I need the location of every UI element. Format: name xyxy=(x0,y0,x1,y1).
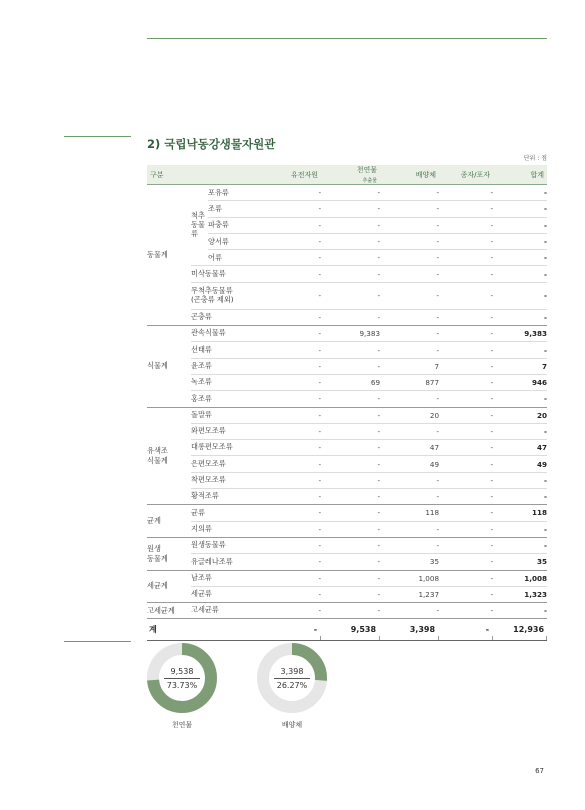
row-category: 돌말류 xyxy=(191,407,267,423)
row-category: 무척추동물류 (곤충류 제외) xyxy=(191,282,267,309)
table-cell: - xyxy=(321,489,380,505)
table-row xyxy=(147,456,547,472)
table-cell: - xyxy=(439,309,493,325)
table-cell: - xyxy=(439,282,493,309)
row-category: 세균류 xyxy=(191,586,267,602)
row-group-kingdom: 유색조 식물계 xyxy=(147,407,191,505)
table-cell: 1,008 xyxy=(493,570,547,586)
table-cell: - xyxy=(493,201,547,217)
table-cell: - xyxy=(380,309,439,325)
table-cell: - xyxy=(321,603,380,619)
table-cell: - xyxy=(267,603,321,619)
row-category: 선태류 xyxy=(191,342,267,358)
table-cell: - xyxy=(267,423,321,439)
table-cell: 946 xyxy=(493,374,547,390)
table-cell: - xyxy=(439,440,493,456)
table-cell: - xyxy=(380,521,439,537)
table-cell: - xyxy=(493,521,547,537)
table-cell: - xyxy=(439,185,493,201)
table-cell: - xyxy=(267,282,321,309)
table-cell: - xyxy=(267,250,321,266)
table-cell: - xyxy=(267,342,321,358)
table-cell: 20 xyxy=(380,407,439,423)
row-category: 대롱편모조류 xyxy=(191,440,267,456)
table-cell: - xyxy=(439,342,493,358)
table-cell: - xyxy=(439,358,493,374)
table-cell: - xyxy=(267,407,321,423)
total-cell: 12,936 xyxy=(493,619,547,641)
table-cell: - xyxy=(439,489,493,505)
donut-percent: 73.73% xyxy=(166,681,198,690)
table-cell: 118 xyxy=(493,505,547,521)
table-cell: - xyxy=(439,391,493,407)
table-cell: 118 xyxy=(380,505,439,521)
row-category: 어류 xyxy=(208,250,267,266)
table-cell: - xyxy=(321,554,380,570)
table-cell: - xyxy=(380,326,439,342)
table-cell: - xyxy=(439,505,493,521)
collection-table xyxy=(147,165,547,641)
row-category: 녹조류 xyxy=(191,374,267,390)
table-cell: - xyxy=(267,391,321,407)
table-cell: 35 xyxy=(493,554,547,570)
row-category: 와편모조류 xyxy=(191,423,267,439)
table-cell: 1,323 xyxy=(493,586,547,602)
table-cell: - xyxy=(321,250,380,266)
table-cell: - xyxy=(267,309,321,325)
side-rule-chart xyxy=(64,641,131,642)
table-cell: - xyxy=(439,233,493,249)
table-cell: - xyxy=(439,423,493,439)
table-cell: - xyxy=(493,472,547,488)
table-cell: - xyxy=(439,603,493,619)
table-cell: - xyxy=(493,603,547,619)
table-row xyxy=(147,423,547,439)
table-row xyxy=(147,586,547,602)
table-row xyxy=(147,342,547,358)
table-row xyxy=(147,185,547,201)
page-number: 67 xyxy=(535,767,544,775)
table-cell: - xyxy=(267,472,321,488)
table-cell: - xyxy=(321,266,380,282)
total-cell: - xyxy=(439,619,493,641)
total-cell: 9,538 xyxy=(321,619,380,641)
table-cell: 1,237 xyxy=(380,586,439,602)
table-row xyxy=(147,521,547,537)
table-cell: - xyxy=(321,570,380,586)
table-body xyxy=(147,185,547,641)
table-cell: - xyxy=(380,489,439,505)
table-row xyxy=(147,326,547,342)
table-cell: - xyxy=(267,537,321,553)
table-row xyxy=(147,391,547,407)
row-category: 은편모조류 xyxy=(191,456,267,472)
header-col2 xyxy=(321,165,380,185)
table-cell: - xyxy=(493,423,547,439)
table-row xyxy=(147,309,547,325)
row-category: 균류 xyxy=(191,505,267,521)
total-cell: - xyxy=(267,619,321,641)
table-cell: - xyxy=(380,603,439,619)
donut-percent: 26.27% xyxy=(276,681,308,690)
table-cell: - xyxy=(267,201,321,217)
table-row xyxy=(147,407,547,423)
table-cell: - xyxy=(380,423,439,439)
header-col2-sub: 추출물 xyxy=(362,178,378,184)
row-category: 고세균류 xyxy=(191,603,267,619)
total-row xyxy=(147,619,547,641)
row-category: 홍조류 xyxy=(191,391,267,407)
table-cell: - xyxy=(380,342,439,358)
row-category: 양서류 xyxy=(208,233,267,249)
row-category: 파충류 xyxy=(208,217,267,233)
table-row xyxy=(147,358,547,374)
table-cell: - xyxy=(439,586,493,602)
donut-divider xyxy=(164,678,200,679)
table-cell: - xyxy=(321,282,380,309)
table-cell: - xyxy=(267,570,321,586)
table-cell: - xyxy=(321,407,380,423)
table-cell: - xyxy=(439,326,493,342)
table-cell: - xyxy=(380,217,439,233)
header-col1: 유전자원 xyxy=(267,165,321,185)
table-cell: 49 xyxy=(380,456,439,472)
table-cell: - xyxy=(493,185,547,201)
table-cell: - xyxy=(439,472,493,488)
table-row xyxy=(147,266,547,282)
table-row xyxy=(147,489,547,505)
table-row xyxy=(147,440,547,456)
table-row xyxy=(147,472,547,488)
table-cell: 35 xyxy=(380,554,439,570)
table-row xyxy=(147,282,547,309)
table-cell: - xyxy=(493,282,547,309)
table-cell: - xyxy=(267,326,321,342)
table-cell: 7 xyxy=(380,358,439,374)
table-cell: - xyxy=(267,489,321,505)
table-cell: - xyxy=(321,505,380,521)
table-cell: - xyxy=(493,233,547,249)
row-subgroup: 척추 동물류 xyxy=(191,185,208,266)
table-cell: - xyxy=(380,537,439,553)
table-cell: - xyxy=(439,250,493,266)
table-cell: - xyxy=(493,391,547,407)
table-cell: - xyxy=(493,537,547,553)
row-category: 원생동물류 xyxy=(191,537,267,553)
table-cell: - xyxy=(493,266,547,282)
table-cell: - xyxy=(321,201,380,217)
top-rule xyxy=(147,38,547,39)
header-col3: 배양체 xyxy=(380,165,439,185)
row-group-kingdom: 동물계 xyxy=(147,185,191,326)
table-cell: 69 xyxy=(321,374,380,390)
row-category: 관속식물류 xyxy=(191,326,267,342)
table-cell: - xyxy=(321,456,380,472)
table-cell: - xyxy=(267,456,321,472)
table-cell: 9,383 xyxy=(493,326,547,342)
row-category: 조류 xyxy=(208,201,267,217)
table-cell: 7 xyxy=(493,358,547,374)
table-cell: 47 xyxy=(380,440,439,456)
table-row xyxy=(147,603,547,619)
donut-value: 3,398 xyxy=(280,667,304,676)
table-cell: - xyxy=(267,358,321,374)
table-cell: - xyxy=(321,358,380,374)
header-col2-text: 천연물 xyxy=(356,166,378,174)
table-cell: - xyxy=(267,554,321,570)
section-title: 2) 국립낙동강생물자원관 xyxy=(147,137,276,151)
table-cell: 877 xyxy=(380,374,439,390)
table-cell: - xyxy=(380,201,439,217)
donut-divider xyxy=(274,678,310,679)
donut-chart-culture xyxy=(257,643,327,713)
table-cell: - xyxy=(439,537,493,553)
table-cell: - xyxy=(380,185,439,201)
table-cell: - xyxy=(267,185,321,201)
table-cell: - xyxy=(493,250,547,266)
table-cell: 47 xyxy=(493,440,547,456)
table-row xyxy=(147,505,547,521)
table-cell: - xyxy=(380,266,439,282)
table-cell: - xyxy=(321,185,380,201)
table-cell: - xyxy=(493,309,547,325)
row-group-kingdom: 고세균계 xyxy=(147,603,191,619)
table-cell: - xyxy=(439,456,493,472)
table-cell: - xyxy=(267,217,321,233)
table-cell: - xyxy=(321,391,380,407)
row-category: 곤충류 xyxy=(191,309,267,325)
table-cell: - xyxy=(439,407,493,423)
row-group-kingdom: 원생 동물계 xyxy=(147,537,191,570)
table-cell: 20 xyxy=(493,407,547,423)
row-category: 유글레나조류 xyxy=(191,554,267,570)
row-category: 지의류 xyxy=(191,521,267,537)
table-cell: - xyxy=(321,472,380,488)
row-category: 착편모조류 xyxy=(191,472,267,488)
table-row xyxy=(147,537,547,553)
table-cell: - xyxy=(267,586,321,602)
table-cell: - xyxy=(439,521,493,537)
table-row xyxy=(147,554,547,570)
total-label: 계 xyxy=(147,619,267,641)
table-header xyxy=(147,165,547,185)
row-category: 미삭동물류 xyxy=(191,266,267,282)
row-category: 포유류 xyxy=(208,185,267,201)
table-cell: - xyxy=(380,472,439,488)
table-cell: - xyxy=(321,537,380,553)
table-cell: 1,008 xyxy=(380,570,439,586)
table-cell: 49 xyxy=(493,456,547,472)
donut-chart-natural-product xyxy=(147,643,217,713)
table-cell: - xyxy=(267,505,321,521)
table-cell: - xyxy=(439,570,493,586)
table-cell: - xyxy=(321,440,380,456)
table-cell: - xyxy=(380,233,439,249)
table-cell: - xyxy=(321,521,380,537)
donut-label-natural-product: 천연물 xyxy=(171,721,193,729)
table-cell: - xyxy=(439,266,493,282)
row-category: 남조류 xyxy=(191,570,267,586)
table-cell: - xyxy=(321,309,380,325)
row-category: 황적조류 xyxy=(191,489,267,505)
row-group-kingdom: 세균계 xyxy=(147,570,191,603)
table-cell: - xyxy=(321,423,380,439)
side-rule-title xyxy=(64,136,131,137)
table-cell: - xyxy=(439,201,493,217)
table-cell: - xyxy=(321,342,380,358)
table-cell: - xyxy=(321,233,380,249)
table-cell: - xyxy=(321,217,380,233)
row-category: 윤조류 xyxy=(191,358,267,374)
header-category: 구분 xyxy=(147,165,267,185)
table-cell: - xyxy=(439,217,493,233)
header-col5: 합계 xyxy=(493,165,547,185)
table-cell: - xyxy=(493,342,547,358)
total-cell: 3,398 xyxy=(380,619,439,641)
donut-label-culture: 배양체 xyxy=(281,721,303,729)
table-cell: - xyxy=(267,521,321,537)
donut-value: 9,538 xyxy=(170,667,194,676)
table-cell: 9,383 xyxy=(321,326,380,342)
table-cell: - xyxy=(493,489,547,505)
table-cell: - xyxy=(380,391,439,407)
table-cell: - xyxy=(439,554,493,570)
row-group-kingdom: 식물계 xyxy=(147,326,191,407)
table-cell: - xyxy=(380,250,439,266)
table-row xyxy=(147,570,547,586)
table-cell: - xyxy=(380,282,439,309)
unit-label: 단위 : 점 xyxy=(523,155,547,162)
table-row xyxy=(147,374,547,390)
table-cell: - xyxy=(267,266,321,282)
table-cell: - xyxy=(267,233,321,249)
header-col4: 종자/포자 xyxy=(439,165,493,185)
table-cell: - xyxy=(493,217,547,233)
table-cell: - xyxy=(267,440,321,456)
table-cell: - xyxy=(267,374,321,390)
table-cell: - xyxy=(439,374,493,390)
row-group-kingdom: 균계 xyxy=(147,505,191,538)
table-cell: - xyxy=(321,586,380,602)
